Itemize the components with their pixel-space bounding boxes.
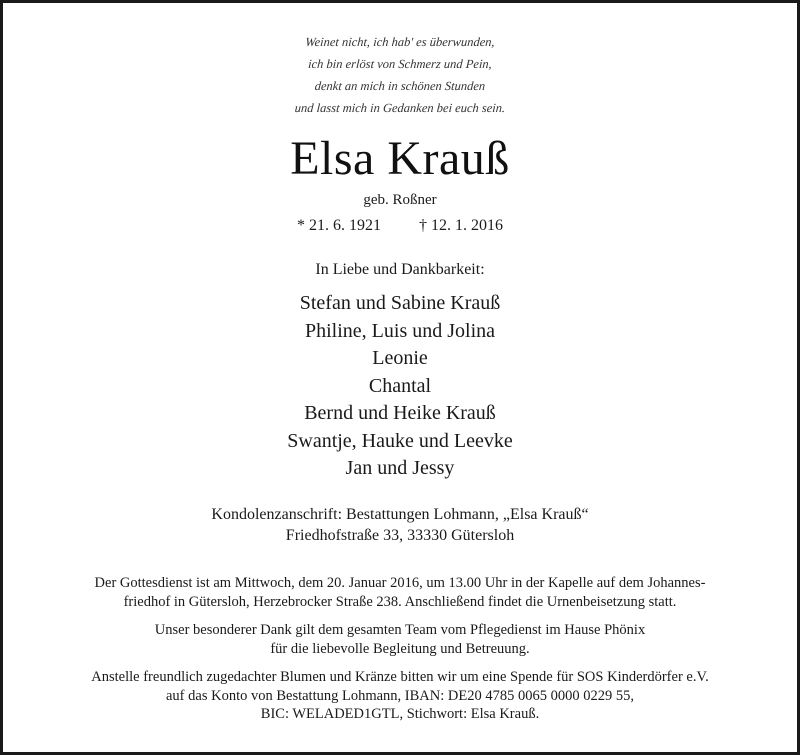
mourners-list [3,290,797,483]
address-line: Friedhofstraße 33, 33330 Gütersloh [285,527,515,544]
poem-line: ich bin erlöst von Schmerz und Pein, [307,57,493,71]
gratitude-line: für die liebevolle Begleitung und Betreuung. [270,640,530,657]
birth-date: * 21. 6. 1921 [297,217,381,234]
condolence-address [3,504,797,546]
mourner: Swantje, Hauke und Leevke [287,429,513,452]
address-line: Kondolenzanschrift: Bestattungen Lohmann, „Elsa Krauß“ [211,506,589,523]
service-notice [3,574,797,611]
mourner: Leonie [372,347,428,369]
death-date: † 12. 1. 2016 [419,217,503,234]
service-line: friedhof in Gütersloh, Herzebrocker Straße 238. Anschließend findet die Urnenbeisetzung statt. [123,593,677,610]
donation-line: Anstelle freundlich zugedachter Blumen und Kränze bitten wir um eine Spende für SOS Kinderdörfer e.V. [91,669,709,685]
donation-notice [3,668,797,724]
poem-line: und lasst mich in Gedanken bei euch sein. [294,101,506,115]
donation-line: auf das Konto von Bestattung Lohmann, IBAN: DE20 4785 0065 0000 0229 55, [166,687,634,704]
service-line: Der Gottesdienst ist am Mittwoch, dem 20. Januar 2016, um 13.00 Uhr in der Kapelle auf dem Johannes- [94,575,706,591]
donation-line: BIC: WELADED1GTL, Stichwort: Elsa Krauß. [260,706,540,722]
thanks-line: In Liebe und Dankbarkeit: [315,261,485,278]
birth-name: geb. Roßner [363,192,437,208]
mourner: Stefan und Sabine Krauß [299,292,501,314]
mourner: Bernd und Heike Krauß [304,402,496,424]
poem-line: Weinet nicht, ich hab' es überwunden, [304,35,496,49]
poem [3,31,797,119]
poem-line: denkt an mich in schönen Stunden [314,79,486,93]
gratitude-notice [3,621,797,658]
mourner: Chantal [368,374,432,397]
gratitude-line: Unser besonderer Dank gilt dem gesamten Team vom Pflegedienst im Hause Phönix [154,622,646,638]
mourner: Philine, Luis und Jolina [305,319,495,342]
deceased-name: Elsa Krauß [290,132,510,185]
mourner: Jan und Jessy [345,457,455,479]
life-dates [3,215,797,237]
